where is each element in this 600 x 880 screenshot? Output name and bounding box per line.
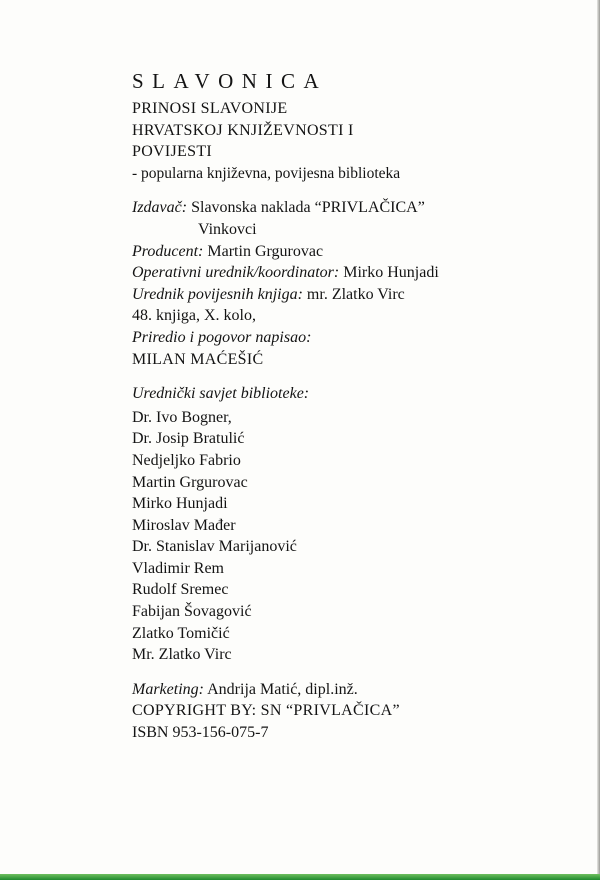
operative-editor-line (132, 262, 572, 284)
prepared-by-value: MILAN MAĆEŠIĆ (132, 350, 264, 368)
board-member: Nedjeljko Fabrio (132, 451, 241, 469)
board-member: Dr. Stanislav Marijanović (132, 538, 297, 556)
history-editor-line (132, 284, 572, 306)
operative-editor-value: Mirko Hunjadi (343, 264, 439, 282)
producer-label: Producent: (132, 242, 204, 260)
producer-line (132, 241, 572, 263)
colophon (132, 68, 572, 744)
board-member: Fabijan Šovagović (132, 603, 252, 621)
board-member: Dr. Josip Bratulić (132, 430, 245, 448)
publisher-city: Vinkovci (198, 220, 257, 238)
series-title: SLAVONICA (132, 69, 328, 93)
board-member: Martin Grgurovac (132, 473, 248, 491)
series-subtitle-line-1: PRINOSI SLAVONIJE (132, 100, 288, 117)
operative-editor-label: Operativni urednik/koordinator: (132, 264, 340, 282)
series-subtitle-line-3: POVIJESTI (132, 143, 213, 161)
board-member: Dr. Ivo Bogner, (132, 408, 232, 426)
marketing-line (132, 679, 572, 701)
publisher-value: Slavonska naklada “PRIVLAČICA” (191, 199, 425, 217)
board-member: Vladimir Rem (132, 559, 224, 577)
prepared-by-label: Priredio i pogovor napisao: (132, 328, 312, 346)
volume-info: 48. knjiga, X. kolo, (132, 307, 256, 325)
marketing-label: Marketing: (132, 680, 204, 698)
producer-value: Martin Grgurovac (207, 242, 324, 260)
copyright-line: COPYRIGHT BY: SN “PRIVLAČICA” (132, 702, 400, 720)
board-member: Rudolf Sremec (132, 581, 229, 599)
board-member: Miroslav Mađer (132, 516, 236, 534)
series-subtitle-line-2: HRVATSKOJ KNJIŽEVNOSTI I (132, 121, 354, 139)
marketing-value: Andrija Matić, dipl.inž. (207, 680, 358, 698)
board-member: Mr. Zlatko Virc (132, 646, 232, 664)
series-description: - popularna književna, povijesna biblioteka (132, 164, 401, 182)
editorial-board-label: Urednički savjet biblioteke: (132, 385, 310, 403)
isbn-line: ISBN 953-156-075-7 (132, 724, 269, 742)
board-member: Zlatko Tomičić (132, 624, 230, 642)
board-member: Mirko Hunjadi (132, 495, 228, 513)
history-editor-label: Urednik povijesnih knjiga: (132, 285, 303, 303)
green-bottom-strip (0, 874, 600, 880)
publisher-line (132, 197, 572, 219)
history-editor-value: mr. Zlatko Virc (306, 285, 405, 303)
publisher-label: Izdavač: (132, 199, 188, 217)
